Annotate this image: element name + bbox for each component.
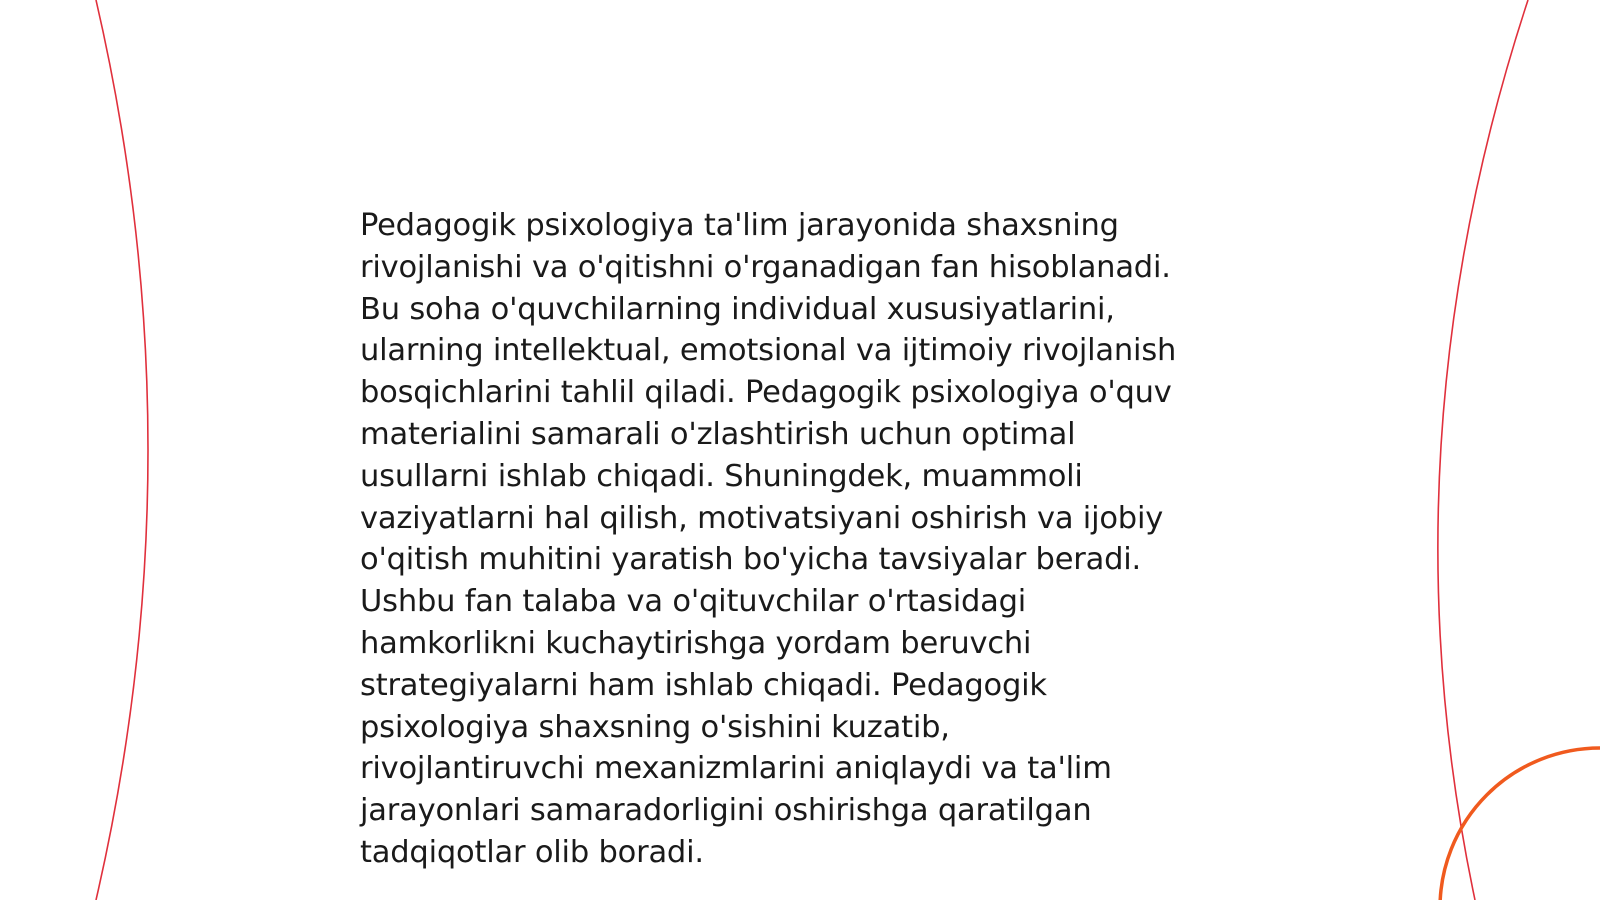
right-arc-line (1438, 0, 1528, 900)
orange-circle-outline (1440, 748, 1600, 900)
left-arc-line (96, 0, 148, 900)
slide-body-paragraph: Pedagogik psixologiya ta'lim jarayonida shaxsning rivojlanishi va o'qitishni o'rganadigan fan hisoblanadi. Bu soha o'quvchilarning individual xususiyatlarini, ularning intellektual, emotsional va ijtimoiy rivojlanish bosqichlarini tahlil qiladi. Pedagogik psixologiya o'quv materialini samarali o'zlashtirish uchun optimal usullarni ishlab chiqadi. Shuningdek, muammoli vaziyatlarni hal qilish, motivatsiyani oshirish va ijobiy o'qitish muhitini yaratish bo'yicha tavsiyalar beradi. Ushbu fan talaba va o'qituvchilar o'rtasidagi hamkorlikni kuchaytirishga yordam beruvchi strategiyalarni ham ishlab chiqadi. Pedagogik psixologiya shaxsning o'sishini kuzatib, rivojlantiruvchi mexanizmlarini aniqlaydi va ta'lim jarayonlari samaradorligini oshirishga qaratilgan tadqiqotlar olib boradi. (360, 208, 1177, 870)
